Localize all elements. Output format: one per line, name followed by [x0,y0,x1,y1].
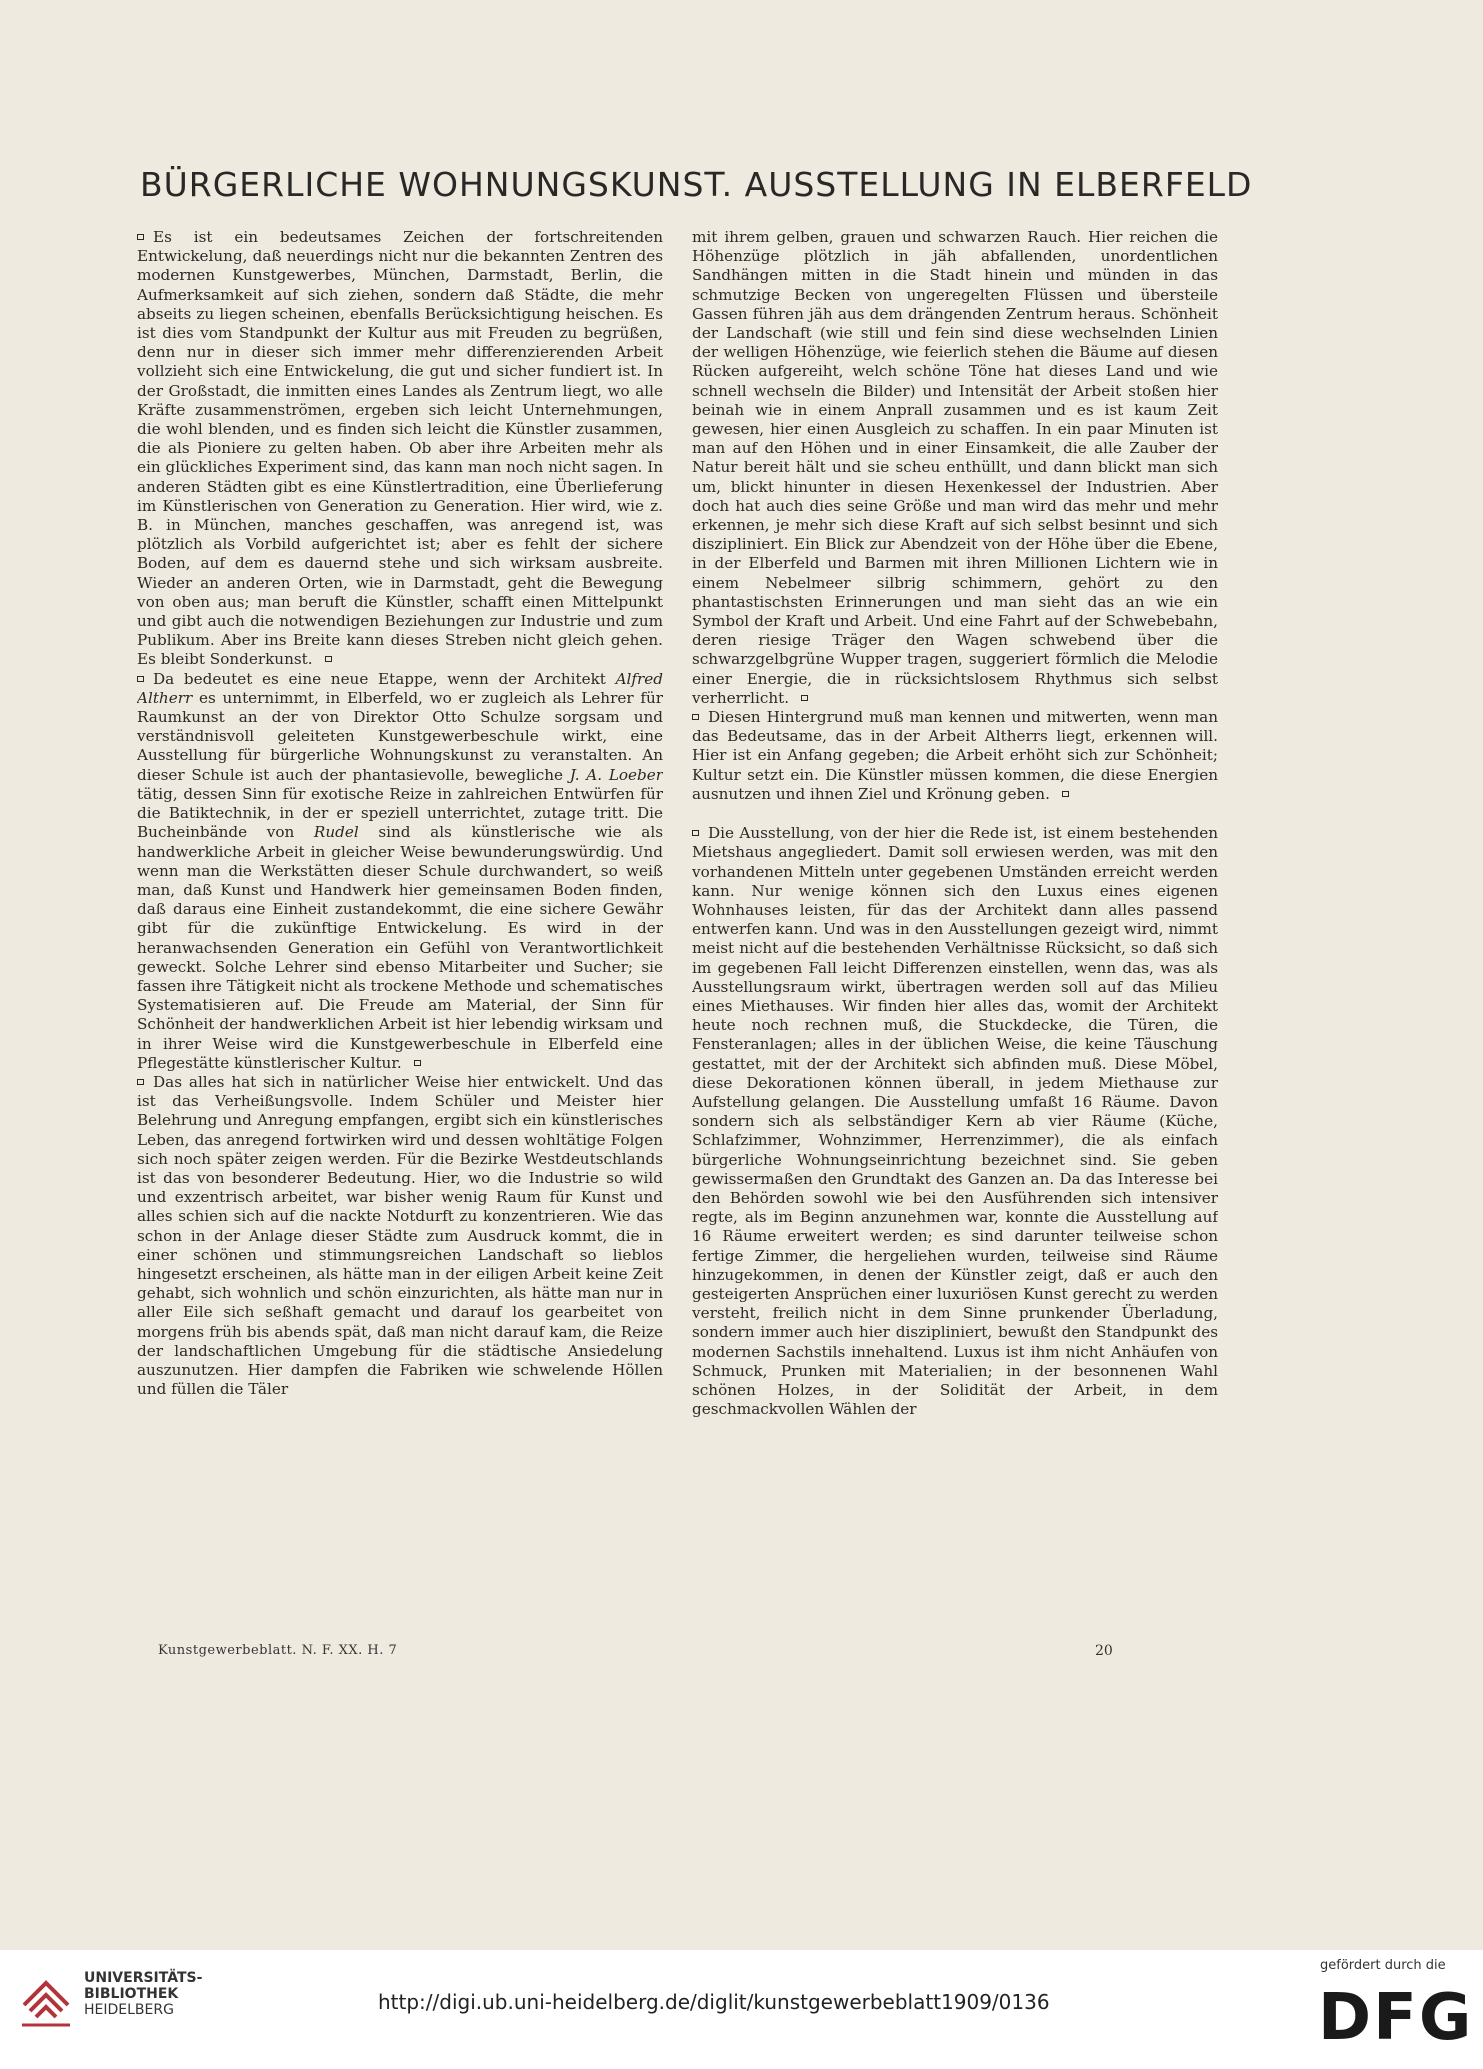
page-number: 20 [1095,1643,1113,1659]
paragraph-end-marker-icon [1062,791,1069,797]
dfg-logo: DFG [1318,1981,1474,2055]
paragraph-marker-icon [137,234,144,240]
journal-citation: Kunstgewerbeblatt. N. F. XX. H. 7 [158,1643,398,1658]
paragraph-end-marker-icon [325,656,332,662]
paragraph-end-marker-icon [801,695,808,701]
paragraph: mit ihrem gelben, grauen und schwarzen Rauch. Hier reichen die Höhenzüge plötzlich in jäh abfallenden, unordentlichen Sandhängen mitten in die Stadt hinein und münden in das schmutzige Becken von ungeregelten Flüssen und übersteile Gassen führen jäh aus dem drängenden Zentrum heraus. Schönheit der Landschaft (wie still und fein sind diese wechselnden Linien der welligen Höhenzüge, wie feierlich stehen die Bäume auf diesen Rücken aufgereiht, welch schöne Töne hat dieses Land und wie schnell wechseln die Bilder) und Intensität der Arbeit stoßen hier beinah wie in einem Anprall zusammen und es ist kaum Zeit gewesen, hier einen Ausgleich zu schaffen. In ein paar Minuten ist man auf den Höhen und in einer Einsamkeit, die alle Zauber der Natur bereit hält und sie scheu enthüllt, und dann blickt man sich um, blickt hinunter in diesen Hexenkessel der Industrien. Aber doch hat auch dies seine Größe und man wird das mehr und mehr erkennen, je mehr sich diese Kraft auf sich selbst besinnt und sich diszipliniert. Ein Blick zur Abendzeit von der Höhe über die Ebene, in der Elberfeld und Barmen mit ihren Millionen Lichtern wie in einem Nebelmeer silbrig schimmern, gehört zu den phantastischsten Erinnerungen und man sieht das an wie ein Symbol der Kraft und Arbeit. Und eine Fahrt auf der Schwebebahn, deren riesige Träger den Wagen schwebend über die schwarzgelbgrüne Wupper tragen, suggeriert förmlich die Melodie einer Energie, die in rücksichtslosem Rhythmus sich selbst verherrlicht. [692,228,1218,707]
paragraph-marker-icon [137,1079,144,1085]
library-logo-icon [16,1965,76,2035]
funding-caption: gefördert durch die [1320,1958,1446,1973]
artist-name: J. A. Loeber [569,765,663,784]
paragraph-marker-icon [137,676,144,682]
article-title: BÜRGERLICHE WOHNUNGSKUNST. AUSSTELLUNG IN ELBERFELD [140,165,1253,204]
library-name: UNIVERSITÄTS- BIBLIOTHEK HEIDELBERG [84,1970,203,2018]
paragraph-end-marker-icon [414,1060,421,1066]
paragraph: Diesen Hintergrund muß man kennen und mitwerten, wenn man das Bedeutsame, das in der Arbeit Altherrs liegt, erkennen will. Hier ist ein Anfang gegeben; die Arbeit erhöht sich zur Schönheit; Kultur setzt ein. Die Künstler müssen kommen, die diese Energien ausnutzen und ihnen Ziel und Krönung geben. [692,708,1218,803]
paragraph: Es ist ein bedeutsames Zeichen der fortschreitenden Entwickelung, daß neuerdings nicht nur die bekannten Zentren des modernen Kunstgewerbes, München, Darmstadt, Berlin, die Aufmerksamkeit auf sich ziehen, sondern daß Städte, die mehr abseits zu liegen scheinen, ebenfalls Berücksichtigung heischen. Es ist dies vom Standpunkt der Kultur aus mit Freuden zu begrüßen, denn nur in dieser sich immer mehr differenzierenden Arbeit vollzieht sich eine Entwickelung, die gut und sicher fundiert ist. In der Großstadt, die inmitten eines Landes als Zentrum liegt, wo alle Kräfte zusammenströmen, ergeben sich leicht Unternehmungen, die wohl blenden, und es finden sich leicht die Künstler zusammen, die als Pioniere zu gelten haben. Ob aber ihre Arbeiten mehr als ein glückliches Experiment sind, das kann man noch nicht sagen. In anderen Städten gibt es eine Künstlertradition, eine Überlieferung im Künstlerischen von Generation zu Generation. Hier wird, wie z. B. in München, manches geschaffen, was anregend ist, was plötzlich als Vorbild aufgerichtet ist; aber es fehlt der sichere Boden, auf dem es dauernd stehe und sich wirksam ausbreite. Wieder an anderen Orten, wie in Darmstadt, geht die Bewegung von oben aus; man beruft die Künstler, schafft einen Mittelpunkt und gibt auch die notwendigen Beziehungen zur Industrie und zum Publikum. Aber ins Breite kann dieses Streben nicht gleich gehen. Es bleibt Sonderkunst. [137,228,663,669]
permalink-url[interactable]: http://digi.ub.uni-heidelberg.de/diglit/kunstgewerbeblatt1909/0136 [378,1990,1050,2014]
paragraph: Die Ausstellung, von der hier die Rede ist, ist einem bestehenden Mietshaus angegliedert. Damit soll erwiesen werden, was mit den vorhandenen Mitteln unter gegebenen Umständen erreicht werden kann. Nur wenige können sich den Luxus eines eigenen Wohnhauses leisten, für das der Architekt dann alles passend entwerfen kann. Und was in den Ausstellungen gezeigt wird, nimmt meist nicht auf die bestehenden Verhältnisse Rücksicht, so daß sich im gegebenen Fall leicht Differenzen einstellen, wenn das, was als Ausstellungsraum wirkt, übertragen werden soll auf das Milieu eines Miethauses. Wir finden hier alles das, womit der Architekt heute noch rechnen muß, die Stuckdecke, die Türen, die Fensteranlagen; alles in der üblichen Weise, die keine Täuschung gestattet, mit der der Architekt sich abfinden muß. Diese Möbel, diese Dekorationen können überall, in jedem Miethause zur Aufstellung gelangen. Die Ausstellung umfaßt 16 Räume. Davon sondern sich als selbständiger Kern ab vier Räume (Küche, Schlafzimmer, Wohnzimmer, Herrenzimmer), die als einfach bürgerliche Wohnungseinrichtung bezeichnet sind. Sie geben gewissermaßen den Grundtakt des Ganzen an. Da das Interesse bei den Behörden sowohl wie bei den Ausführenden sich intensiver regte, als im Beginn anzunehmen war, konnte die Ausstellung auf 16 Räume erweitert werden; es sind darunter teilweise schon fertige Zimmer, die hergeliehen wurden, teilweise sind Räume hinzugekommen, in denen der Künstler zeigt, daß er auch den gesteigerten Ansprüchen einer luxuriösen Kunst gerecht zu werden versteht, freilich nicht in dem Sinne prunkender Überladung, sondern immer auch hier diszipliniert, bewußt den Standpunkt des modernen Sachstils innehaltend. Luxus ist ihm nicht Anhäufen von Schmuck, Prunken mit Materialien; in der besonnenen Wahl schönen Holzes, in der Solidität der Arbeit, in dem geschmackvollen Wählen der [692,824,1218,1419]
artist-name: Alfred Altherr [137,669,663,707]
paragraph: Da bedeutet es eine neue Etappe, wenn der Architekt Alfred Altherr es unternimmt, in Elberfeld, wo er zugleich als Lehrer für Raumkunst an der von Direktor Otto Schulze sorgsam und verständnisvoll geleiteten Kunstgewerbeschule wirkt, eine Ausstellung für bürgerliche Wohnungskunst zu veranstalten. An dieser Schule ist auch der phantasievolle, bewegliche J. A. Loeber tätig, dessen Sinn für exotische Reize in zahlreichen Entwürfen für die Batiktechnik, in der er speziell unterrichtet, zutage tritt. Die Bucheinbände von Rudel sind als künstlerische wie als handwerkliche Arbeit in gleicher Weise bewunderungswürdig. Und wenn man die Werkstätten dieser Schule durchwandert, so weiß man, daß Kunst und Handwerk hier gemeinsamen Boden finden, daß daraus eine Einheit zustandekommt, die eine sichere Gewähr gibt für die zukünftige Entwickelung. Es wird in der heranwachsenden Generation ein Gefühl von Verantwortlichkeit geweckt. Solche Lehrer sind ebenso Mitarbeiter und Sucher; sie fassen ihre Tätigkeit nicht als trockene Methode und schematisches Systematisieren auf. Die Freude am Material, der Sinn für Schönheit der handwerklichen Arbeit ist hier lebendig wirksam und in ihrer Weise wird die Kunstgewerbeschule in Elberfeld eine Pflegestätte künstlerischer Kultur. [137,669,663,1072]
artist-name: Rudel [313,823,359,842]
paragraph-marker-icon [692,830,699,836]
paragraph: Das alles hat sich in natürlicher Weise hier entwickelt. Und das ist das Verheißungsvolle. Indem Schüler und Meister hier Belehrung und Anregung empfangen, ergibt sich ein künstlerisches Leben, das anregend fortwirken wird und dessen wohltätige Folgen sich noch später zeigen werden. Für die Bezirke Westdeutschlands ist das von besonderer Bedeutung. Hier, wo die Industrie so wild und exzentrisch arbeitet, war bisher wenig Raum für Kunst und alles schien sich auf die nackte Notdurft zu konzentrieren. Wie das schon in der Anlage dieser Städte zum Ausdruck kommt, die in einer schönen und stimmungsreichen Landschaft so lieblos hingesetzt erscheinen, als hätte man in der eiligen Arbeit keine Zeit gehabt, sich wohnlich und schön einzurichten, als hätte man nur in aller Eile sich seßhaft gemacht und darauf los gearbeitet von morgens früh bis abends spät, daß man nicht darauf kam, die Reize der landschaftlichen Umgebung für die städtische Ansiedelung auszunutzen. Hier dampfen die Fabriken wie schwelende Höllen und füllen die Täler [137,1072,663,1399]
left-column [137,228,663,1638]
right-column [692,228,1218,1638]
paragraph-marker-icon [692,714,699,720]
